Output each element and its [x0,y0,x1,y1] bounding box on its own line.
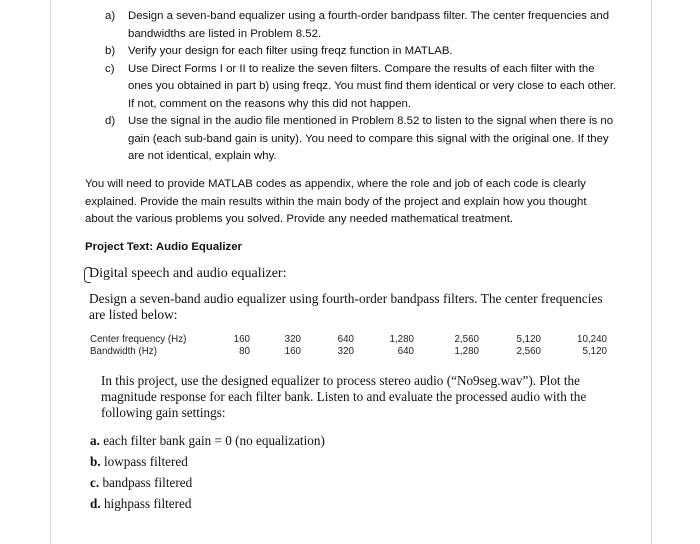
option-text: lowpass filtered [103,454,188,469]
book-intro: Design a seven-band audio equalizer using fourth-order bandpass filters. The center frequencies are listed below: [89,291,603,322]
table-cell: 320 [337,345,354,357]
row-label: Bandwidth (Hz) [90,345,157,357]
question-item [97,43,617,61]
table-cell: 640 [337,334,354,345]
option-label: c. [90,475,100,490]
gain-option [90,493,325,514]
gain-option [90,451,325,472]
option-label: b. [90,454,101,469]
option-label: a. [90,433,100,448]
page-left-edge [50,0,51,544]
gain-option [90,430,325,451]
table-cell: 10,240 [577,334,607,345]
table-cell: 5,120 [516,334,541,345]
table-cell: 640 [397,345,414,357]
table-cell: 1,280 [389,334,414,345]
gain-option [90,472,325,493]
question-label: a) [105,10,116,22]
table-cell: 2,560 [454,334,479,345]
center-frequency-row [90,334,610,346]
question-list [97,8,617,166]
option-text: each filter bank gain = 0 (no equalization) [103,433,325,448]
project-title: Project Text: Audio Equalizer [85,241,242,253]
instructions-paragraph: You will need to provide MATLAB codes as appendix, where the role and job of each code is clearly explained. Provide the main results within the main body of the project and explain how you thought about the various problems you solved. Provide any needed mathematical treatment. [85,178,587,225]
table-cell: 2,560 [516,345,541,357]
gain-options-list [90,430,325,514]
table-cell: 320 [284,334,301,345]
question-item [97,8,617,43]
question-label: d) [105,115,116,127]
table-cell: 5,120 [582,345,607,357]
option-text: highpass filtered [103,496,192,511]
question-item [97,61,617,114]
question-text: Design a seven-band equalizer using a fourth-order bandpass filter. The center frequencies and bandwidths are listed in Problem 8.52. [128,10,610,40]
book-task: In this project, use the designed equalizer to process stereo audio (“No9seg.wav”). Plot the magnitude response for each filter bank. Listen to and evaluate the processed audio with the following gain settings: [101,373,587,421]
book-heading: Digital speech and audio equalizer: [89,266,287,281]
table-cell: 80 [239,345,250,357]
table-cell: 1,280 [454,345,479,357]
question-text: Verify your design for each filter using freqz function in MATLAB. [128,45,453,57]
book-excerpt [89,265,609,322]
question-label: c) [105,62,115,75]
question-label: b) [105,45,116,57]
bracket-mark [84,267,91,283]
bandwidth-row [90,346,610,358]
option-label: d. [90,496,101,511]
question-text: Use the signal in the audio file mentioned in Problem 8.52 to listen to the signal when there is no gain (each sub-band gain is unity). You need to compare this signal with the original one. If they are not identical, explain why. [128,115,614,162]
option-text: bandpass filtered [102,475,193,490]
row-label: Center frequency (Hz) [90,334,187,345]
question-item [97,113,617,166]
table-cell: 160 [284,345,301,357]
question-text: Use Direct Forms I or II to realize the seven filters. Compare the results of each filter with the ones you obtained in part b) using freqz. You must find them identical or very close to each other. If not, comment on the reasons why this did not happen. [128,62,617,110]
frequency-table [90,334,610,357]
page-right-edge [651,0,652,544]
table-cell: 160 [233,334,250,345]
